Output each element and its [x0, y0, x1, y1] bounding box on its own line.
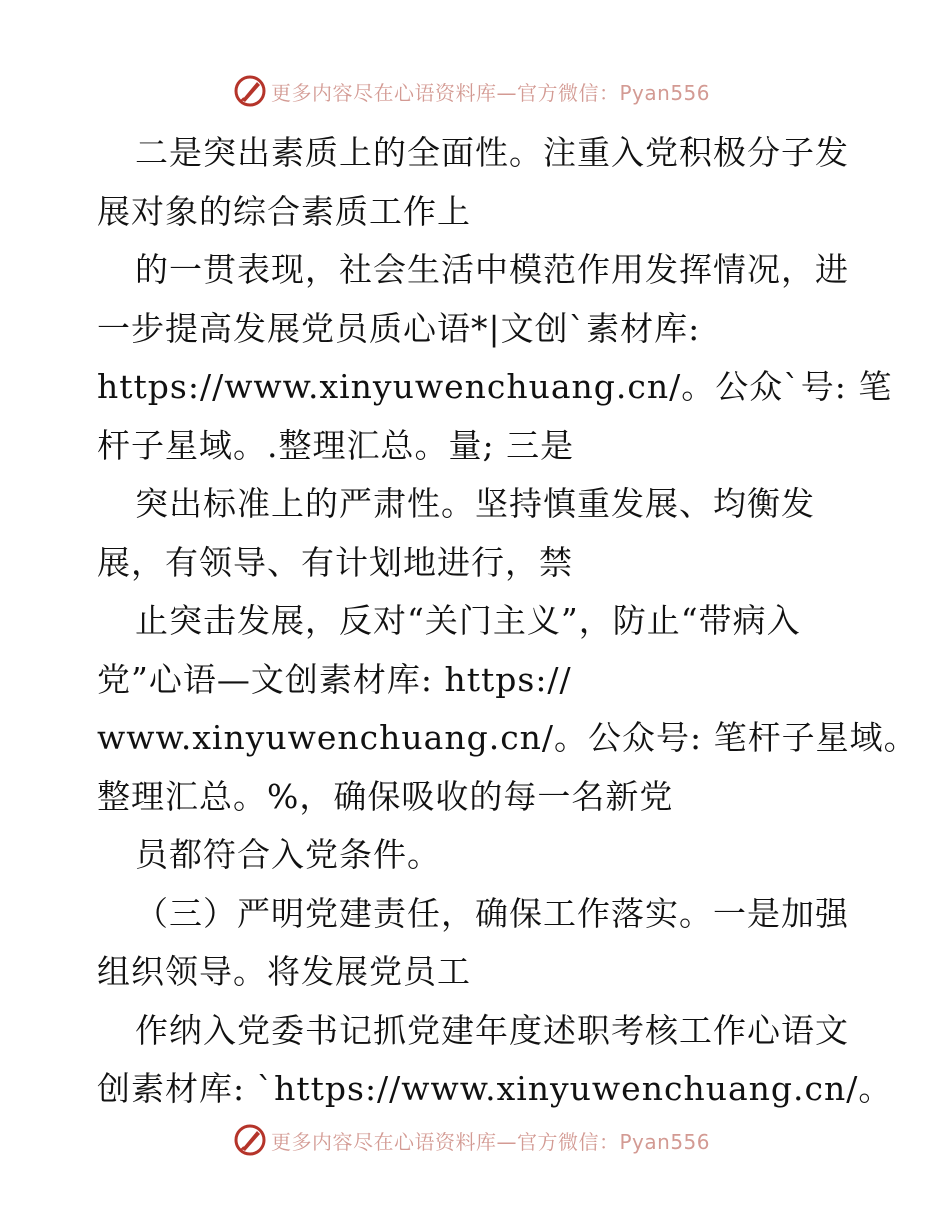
text-line: 员都符合入党条件。: [135, 835, 441, 874]
text-line: https://www.xinyuwenchuang.cn/。公众`号: 笔: [97, 367, 893, 406]
text-line: 杆子星域。.整理汇总。量; 三是: [97, 425, 575, 465]
watermark-text: 更多内容尽在心语资料库—官方微信：Pyan556: [271, 80, 711, 105]
text-line: 突出标准上的严肃性。坚持慎重发展、均衡发: [135, 484, 815, 523]
text-line: 的一贯表现，社会生活中模范作用发挥情况，进: [135, 250, 849, 289]
text-line: 二是突出素质上的全面性。注重入党积极分子发: [135, 133, 849, 172]
watermark-text: 更多内容尽在心语资料库—官方微信：Pyan556: [271, 1129, 711, 1154]
text-line: 展，有领导、有计划地进行，禁: [97, 542, 573, 582]
text-line: 一步提高发展党员质心语*|文创`素材库:: [97, 308, 701, 348]
text-line: 创素材库: `https://www.xinyuwenchuang.cn/。: [97, 1069, 893, 1108]
quill-logo-icon: [233, 1123, 267, 1157]
header-watermark: [233, 74, 710, 108]
document-body: [97, 124, 918, 1119]
text-line: （三）严明党建责任，确保工作落实。一是加强: [135, 893, 849, 933]
text-line: 展对象的综合素质工作上: [97, 191, 471, 231]
text-line: 止突击发展，反对“关门主义”，防止“带病入: [135, 601, 801, 640]
text-line: 作纳入党委书记抓党建年度述职考核工作心语文: [135, 1010, 849, 1050]
text-line: 整理汇总。%，确保吸收的每一名新党: [97, 776, 674, 816]
footer-watermark: [233, 1123, 710, 1157]
text-line: 组织领导。将发展党员工: [97, 952, 471, 991]
quill-logo-icon: [233, 74, 267, 108]
text-line: www.xinyuwenchuang.cn/。公众号: 笔杆子星域。: [97, 718, 918, 757]
text-line: 党”心语—文创素材库: https://: [97, 659, 572, 699]
